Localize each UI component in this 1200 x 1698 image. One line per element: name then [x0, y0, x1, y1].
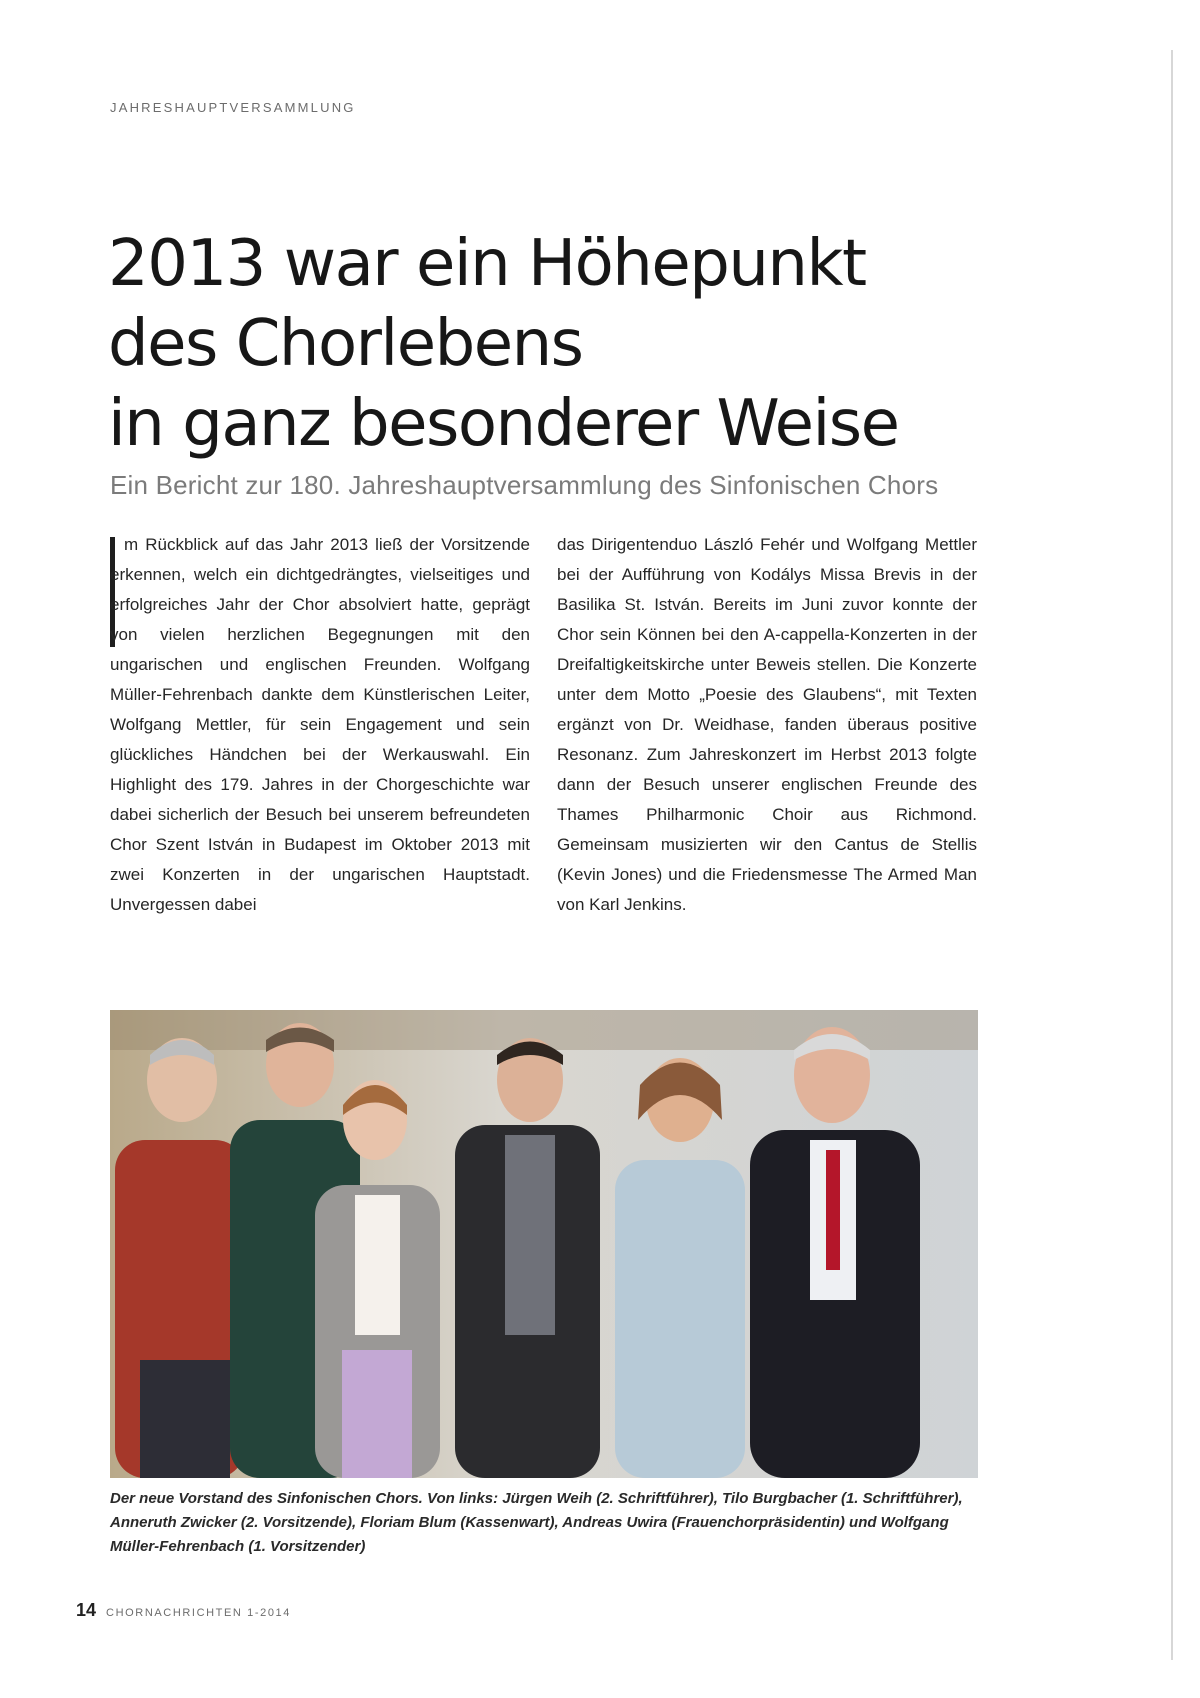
page-footer	[76, 1600, 291, 1621]
page-edge-rule	[1171, 50, 1173, 1660]
photo-caption: Der neue Vorstand des Sinfonischen Chors. Von links: Jürgen Weih (2. Schriftführer), Tilo Burgbacher (1. Schriftführer), Anneruth Zwicker (2. Vorsitzende), Floriam Blum (Kassenwart), Andreas Uwira (Frauenchorpräsidentin) und Wolfgang Müller-Fehrenbach (1. Vorsitzender)	[110, 1490, 963, 1555]
page-number: 14	[76, 1600, 97, 1620]
subtitle: Ein Bericht zur 180. Jahreshauptversammlung des Sinfonischen Chors	[110, 470, 939, 500]
headline-line-3: in ganz besonderer Weise	[108, 387, 899, 461]
headline-line-2: des Chorlebens	[108, 307, 583, 381]
headline-line-1: 2013 war ein Höhepunkt	[108, 227, 866, 301]
publication-name: CHORNACHRICHTEN 1-2014	[106, 1607, 291, 1619]
body-column-right: das Dirigentenduo László Fehér und Wolfgang Mettler bei der Aufführung von Kodálys Missa Brevis in der Basilika St. István. Bereits im Juni zuvor konnte der Chor sein Können bei den A-cappella-Konzerten in der Dreifaltigkeitskirche unter Beweis stellen. Die Konzerte unter dem Motto „Poesie des Glaubens“, mit Texten ergänzt von Dr. Weidhase, fanden überaus positive Resonanz. Zum Jahreskonzert im Herbst 2013 folgte dann der Besuch unserer englischen Freunde des Thames Philharmonic Choir aus Richmond. Gemeinsam musizierten wir den Cantus de Stellis (Kevin Jones) und die Friedensmesse The Armed Man von Karl Jenkins.	[557, 535, 977, 914]
headline	[108, 224, 1088, 464]
section-label: JAHRESHAUPTVERSAMMLUNG	[110, 100, 356, 115]
body-text-left: m Rückblick auf das Jahr 2013 ließ der Vorsitzende erkennen, welch ein dichtgedrängtes, vielseitiges und erfolgreiches Jahr der Chor absolviert hatte, geprägt von vielen herzlichen Begegnungen mit den ungarischen und englischen Freunden. Wolfgang Müller-Fehrenbach dankte dem Künstlerischen Leiter, Wolfgang Mettler, für sein Engagement und sein glückliches Händchen bei der Werkauswahl. Ein Highlight des 179. Jahres in der Chorgeschichte war dabei sicherlich der Besuch bei unserem befreundeten Chor Szent István in Budapest im Oktober 2013 mit zwei Konzerten in der ungarischen Hauptstadt. Unvergessen dabei	[110, 535, 530, 914]
group-photo	[110, 1010, 978, 1478]
body-column-left	[110, 530, 530, 920]
